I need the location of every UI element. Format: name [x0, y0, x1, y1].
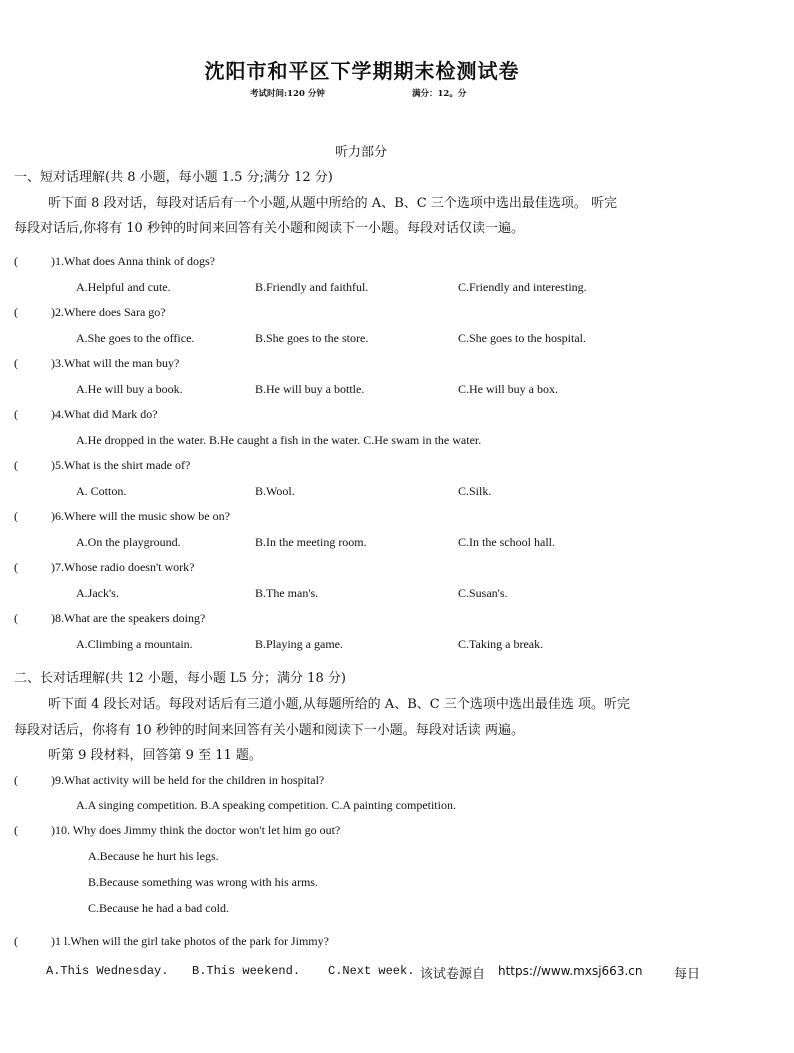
option-a: A.Climbing a mountain.	[76, 637, 193, 651]
question-text: )2.Where does Sara go?	[51, 305, 166, 319]
answer-bracket[interactable]: (	[14, 458, 18, 472]
question-text: )1 l.When will the girl take photos of the park for Jimmy?	[51, 934, 329, 948]
question-text: )1.What does Anna think of dogs?	[51, 254, 215, 268]
part1-heading: 一、短对话理解(共 8 小题，每小题 1.5 分;满分 12 分)	[14, 170, 333, 185]
option-b: B.She goes to the store.	[255, 331, 369, 345]
option-b: B.Playing a game.	[255, 637, 343, 651]
page-title: 沈阳市和平区下学期期末检测试卷	[204, 59, 520, 83]
option-a: A. Cotton.	[76, 484, 127, 498]
option-b: B.He will buy a bottle.	[255, 382, 365, 396]
option-c: C.He will buy a box.	[458, 382, 558, 396]
option-b: B.The man's.	[255, 586, 319, 600]
options-line: A.He dropped in the water. B.He caught a fish in the water. C.He swam in the water.	[76, 433, 482, 447]
question-text: )7.Whose radio doesn't work?	[51, 560, 195, 574]
option-a: A.This Wednesday.	[46, 964, 169, 978]
question-text: )10. Why does Jimmy think the doctor won't let him go out?	[51, 823, 341, 837]
option-c: C.Because he had a bad cold.	[88, 901, 229, 915]
option-a: A.Helpful and cute.	[76, 280, 171, 294]
option-a: A.On the playground.	[76, 535, 181, 549]
answer-bracket[interactable]: (	[14, 356, 18, 370]
option-c: C.Friendly and interesting.	[458, 280, 587, 294]
option-c: C.She goes to the hospital.	[458, 331, 586, 345]
question-text: )8.What are the speakers doing?	[51, 611, 206, 625]
part2-material: 听第 9 段材料，回答第 9 至 11 题。	[48, 748, 262, 763]
option-a: A.Jack's.	[76, 586, 119, 600]
option-b: B.This weekend.	[192, 964, 301, 978]
question-text: )6.Where will the music show be on?	[51, 509, 230, 523]
section-title: 听力部分	[334, 145, 387, 160]
answer-bracket[interactable]: (	[14, 560, 18, 574]
source-note: 该试卷源自	[420, 967, 486, 982]
option-b: B.Friendly and faithful.	[255, 280, 369, 294]
option-c: C.Next week.	[328, 964, 415, 978]
option-b: B.Wool.	[255, 484, 295, 498]
option-a: A.He will buy a book.	[76, 382, 183, 396]
part2-instructions-line2: 每段对话后，你将有 10 秒钟的时间来回答有关小题和阅读下一小题。每段对话读 两遍。	[14, 723, 524, 738]
answer-bracket[interactable]: (	[14, 611, 18, 625]
source-url[interactable]: https://www.mxsj663.cn	[498, 964, 643, 978]
full-score: 满分：12。分	[412, 89, 467, 99]
option-b: B.Because something was wrong with his arms.	[88, 875, 318, 889]
part1-instructions-line2: 每段对话后,你将有 10 秒钟的时间来回答有关小题和阅读下一小题。每段对话仅读一遍。	[14, 221, 524, 236]
option-c: C.In the school hall.	[458, 535, 555, 549]
option-a: A.Because he hurt his legs.	[88, 849, 219, 863]
options-line: A.A singing competition. B.A speaking competition. C.A painting competition.	[76, 798, 456, 812]
question-text: )4.What did Mark do?	[51, 407, 158, 421]
question-text: )9.What activity will be held for the children in hospital?	[51, 773, 325, 787]
answer-bracket[interactable]: (	[14, 407, 18, 421]
answer-bracket[interactable]: (	[14, 934, 18, 948]
source-note-end: 每日	[674, 967, 701, 982]
option-b: B.In the meeting room.	[255, 535, 367, 549]
option-c: C.Taking a break.	[458, 637, 544, 651]
question-text: )3.What will the man buy?	[51, 356, 180, 370]
answer-bracket[interactable]: (	[14, 823, 18, 837]
answer-bracket[interactable]: (	[14, 509, 18, 523]
answer-bracket[interactable]: (	[14, 773, 18, 787]
answer-bracket[interactable]: (	[14, 254, 18, 268]
answer-bracket[interactable]: (	[14, 305, 18, 319]
option-a: A.She goes to the office.	[76, 331, 195, 345]
part1-instructions-line1: 听下面 8 段对话，每段对话后有一个小题,从题中所给的 A、B、C 三个选项中选出最佳选项。 听完	[48, 196, 617, 211]
exam-time: 考试时间:120 分钟	[250, 89, 325, 99]
option-c: C.Susan's.	[458, 586, 508, 600]
part2-heading: 二、长对话理解(共 12 小题，每小题 L5 分；满分 18 分)	[14, 671, 346, 686]
option-c: C.Silk.	[458, 484, 492, 498]
question-text: )5.What is the shirt made of?	[51, 458, 191, 472]
part2-instructions-line1: 听下面 4 段长对话。每段对话后有三道小题,从每题所给的 A、B、C 三个选项中选出最佳选 项。听完	[48, 697, 630, 712]
